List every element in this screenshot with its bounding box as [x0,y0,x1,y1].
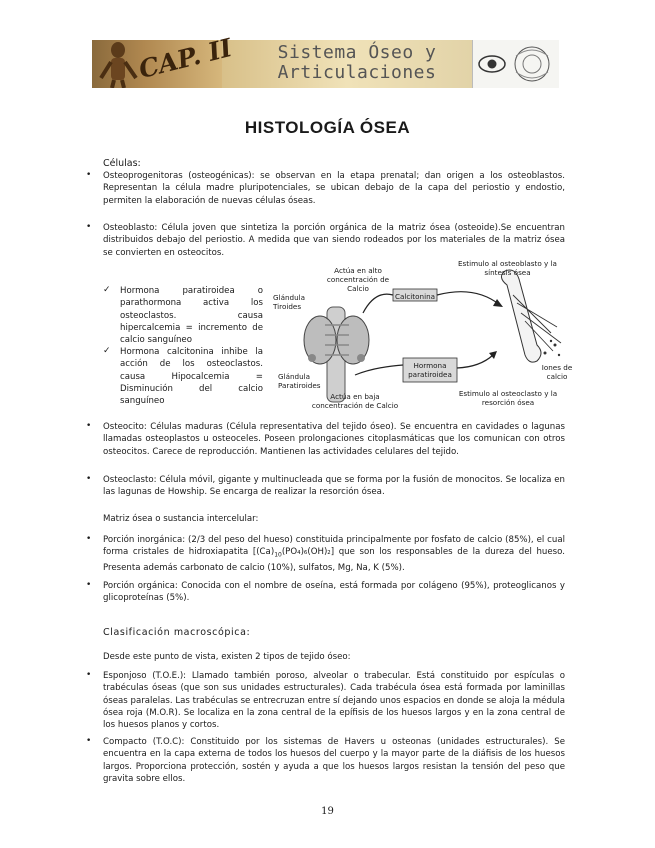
hormone-item-paratiroidea: Hormona paratiroidea o parathormona activa los osteoclastos. causa hipercalcemia = incremento de calcio sanguíneo [120,286,263,346]
osteoprogenitoras-text: Osteoprogenitoras (osteogénicas): se observan en la etapa prenatal; dan origen a los osteoblastos. Representan la célula madre pluripotenciales, se ubican debajo de la capa del periostio y endostio, permiten la elaboración de nuevas células óseas. [103,171,565,206]
esponjoso-text: Esponjoso (T.O.E.): Llamado también poroso, alveolar o trabecular. Está constituido por espículas o trabéculas óseas (que son sus unidades estructurales). Cada trabécula ósea está formada por laminillas óseas paralelas. Las trabéculas se entrecruzan entre sí dejando unos espacios en donde se aloja la médula ósea roja (M.O.R). Se localiza en la zona central de la epífisis de los huesos largos y en la zona central de los huesos planos y cortos. [103,671,565,731]
label-iones-calcio: Iones de calcio [541,363,573,381]
bullet-icon: • [86,670,92,680]
porcion-inorganica-text: Porción inorgánica: (2/3 del peso del hueso) constituida principalmente por fosfato de calcio (85%), el cual forma cristales de hidroxiapatita $[(Ca)_{10}(PO_4)_6(OH)_2]$ que son los responsables de la dureza del hueso. Presenta además carbonato de calcio (10%), sulfatos, Mg, Na, K (5%). [103,535,565,574]
matrix-heading: Matriz ósea o sustancia intercelular: [103,514,259,524]
chapter-title: Sistema Óseo y Articulaciones [277,42,437,83]
osteoblasto-text: Osteoblasto: Célula joven que sintetiza la porción orgánica de la matriz ósea (osteoide).Se encuentran distribuidos debajo del periostio. A medida que van siendo rodeados por los materiales de la matriz ósea se convierten en osteocitos. [103,223,565,258]
bullet-icon: • [86,170,92,180]
bullet-icon: • [86,534,92,544]
eye-diagram-icon [476,42,556,86]
cells-heading: Células: [103,158,141,169]
bullet-icon: • [86,474,92,484]
osteoclasto-text: Osteoclasto: Célula móvil, gigante y multinucleada que se forma por la fusión de monocitos. Se localiza en las lagunas de Howship. Se encarga de realizar la resorción ósea. [103,475,565,498]
bone-illustration [501,270,561,362]
bullet-icon: • [86,736,92,746]
check-icon: ✓ [103,346,111,356]
label-baja-concentracion: Actúa en baja concentración de Calcio [311,392,399,410]
label-alta-concentracion: Actúa en alto concentración de Calcio [326,266,390,293]
clasificacion-heading: Clasificación macroscópica: [103,627,251,638]
label-estimulo-osteoblasto: Estimulo al osteoblasto y la síntesis ósea [458,259,557,277]
bullet-icon: • [86,580,92,590]
clasificacion-intro: Desde este punto de vista, existen 2 tipos de tejido óseo: [103,652,351,662]
page-number: 19 [321,806,334,817]
chapter-label: CAP. II [135,32,235,85]
bullet-icon: • [86,421,92,431]
label-glandula-paratiroides: Glándula Paratiroides [278,372,321,390]
label-glandula-tiroides: Glándula Tiroides [273,293,306,311]
hormone-item-calcitonina: Hormona calcitonina inhibe la acción de los osteoclastos. causa Hipocalcemia = Disminución del calcio sanguíneo [120,347,263,407]
label-estimulo-osteoclasto: Estimulo al osteoclasto y la resorción ósea [458,389,558,407]
porcion-organica-text: Porción orgánica: Conocida con el nombre de oseína, está formada por colágeno (95%), proteoglicanos y glicoproteínas (5%). [103,581,565,604]
skeleton-figure-icon [96,40,142,88]
bullet-icon: • [86,222,92,232]
compacto-text: Compacto (T.O.C): Constituido por los sistemas de Havers u osteonas (unidades estructurales). Se encuentra en la capa externa de todos los huesos del cuerpo y la mayor parte de la diáfisis de los huesos largos. Proporciona protección, sostén y ayuda a que los huesos largos resistan la tensión del peso que gravita sobre ellos. [103,737,565,784]
check-icon: ✓ [103,285,111,295]
osteocito-text: Osteocito: Células maduras (Célula representativa del tejido óseo). Se encuentra en cavidades o lagunas llamadas osteoplastos u osteoceles. Poseen prolongaciones citoplasmáticas que los comunican con otros osteocitos. Carece de reproducción. Mantienen las actividades celulares del tejido. [103,422,565,457]
label-calcitonina: Calcitonina [394,292,436,301]
page-title: HISTOLOGÍA ÓSEA [244,118,411,137]
label-hormona-paratiroidea: Hormona paratiroidea [408,361,452,379]
